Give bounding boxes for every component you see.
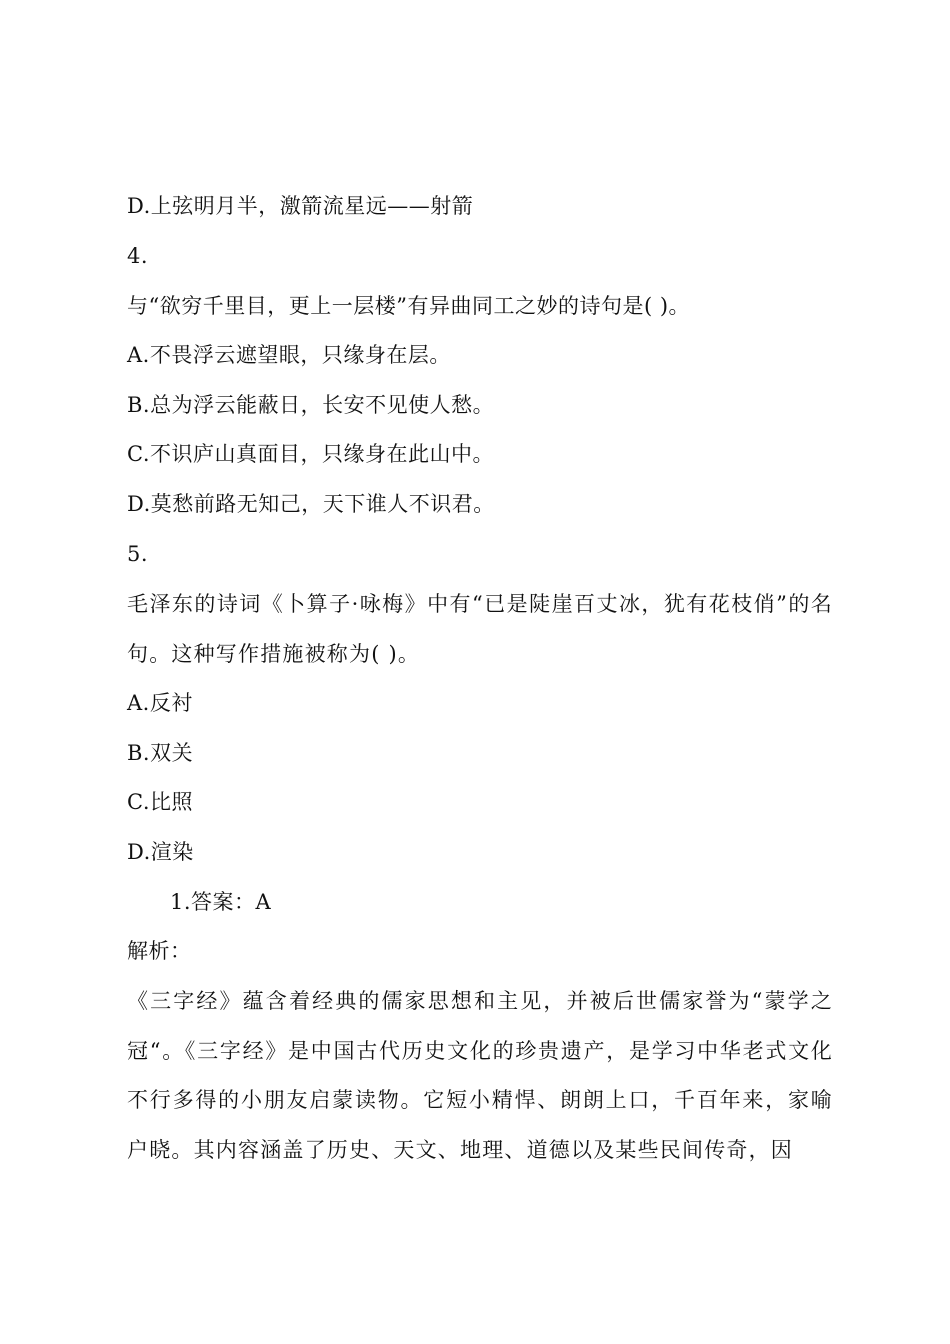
q4-option-b: B.总为浮云能蔽日，长安不见使人愁。 <box>127 393 495 417</box>
analysis-text: 《三字经》蕴含着经典的儒家思想和主见，并被后世儒家誉为“蒙学之冠“。《三字经》是中国古代历史文化的珍贵遗产，是学习中华老式文化不行多得的小朋友启蒙读物。它短小精悍、朗朗上口，千百年来，家喻户晓。其内容涵盖了历史、天文、地理、道德以及某些民间传奇，因 <box>127 989 833 1162</box>
analysis-label: 解析： <box>127 939 192 963</box>
q5-option-a: A.反衬 <box>127 691 193 715</box>
q4-stem: 与“欲穷千里目，更上一层楼”有异曲同工之妙的诗句是( )。 <box>127 294 691 318</box>
answer-1: 1.答案：A <box>170 890 272 914</box>
q5-option-c: C.比照 <box>127 790 193 814</box>
q5-number: 5. <box>127 542 149 566</box>
q4-option-d: D.莫愁前路无知己，天下谁人不识君。 <box>127 492 495 516</box>
q5-stem: 毛泽东的诗词《卜算子·咏梅》中有“已是陡崖百丈冰，犹有花枝俏”的名句。这种写作措施被称为( )。 <box>127 592 833 666</box>
q5-option-b: B.双关 <box>127 741 194 765</box>
q5-option-d: D.渲染 <box>127 840 194 864</box>
q3-option-d: D.上弦明月半，激箭流星远——射箭 <box>127 194 474 218</box>
q4-option-a: A.不畏浮云遮望眼，只缘身在层。 <box>127 343 451 367</box>
q4-number: 4. <box>127 244 149 268</box>
q4-option-c: C.不识庐山真面目，只缘身在此山中。 <box>127 442 494 466</box>
